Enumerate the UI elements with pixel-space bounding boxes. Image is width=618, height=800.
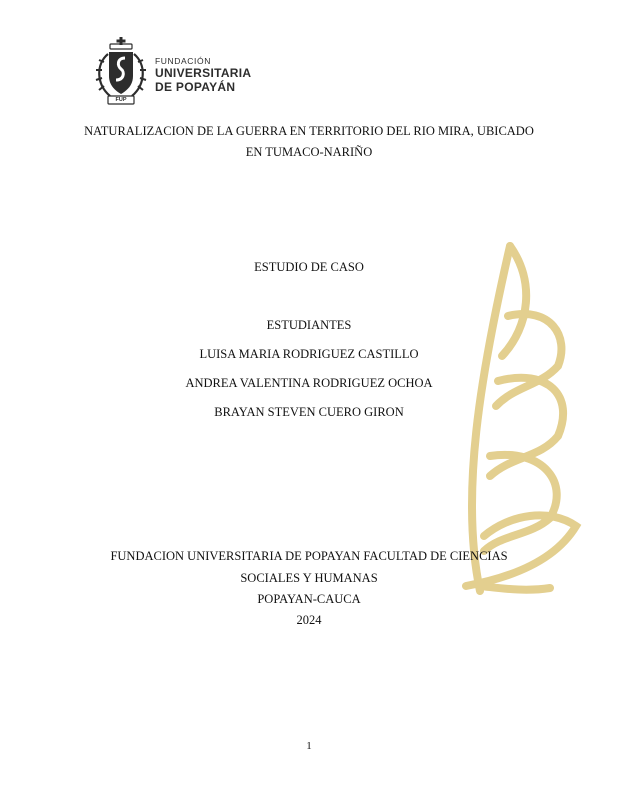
student-name: ANDREA VALENTINA RODRIGUEZ OCHOA (185, 376, 433, 390)
logo-line-fundacion: FUNDACIÓN (155, 56, 211, 66)
student-name: LUISA MARIA RODRIGUEZ CASTILLO (199, 347, 419, 361)
university-logo (90, 36, 250, 106)
document-type: ESTUDIO DE CASO (254, 260, 364, 274)
institution-city: POPAYAN-CAUCA (257, 592, 361, 606)
logo-wordmark (155, 56, 251, 94)
institution-line-1: FUNDACION UNIVERSITARIA DE POPAYAN FACULTAD DE CIENCIAS (110, 549, 508, 563)
logo-line-universitaria: UNIVERSITARIA (155, 66, 252, 80)
page-number: 1 (306, 740, 312, 752)
institution-line-2: SOCIALES Y HUMANAS (240, 571, 378, 585)
logo-line-popayan: DE POPAYÁN (155, 80, 236, 94)
logo-badge: FUP (115, 97, 127, 103)
document-title-line-2: EN TUMACO-NARIÑO (245, 145, 373, 159)
institution-year: 2024 (296, 613, 322, 627)
students-heading: ESTUDIANTES (266, 318, 352, 332)
document-title-line-1: NATURALIZACION DE LA GUERRA EN TERRITORIO DEL RIO MIRA, UBICADO (84, 124, 534, 138)
student-name: BRAYAN STEVEN CUERO GIRON (214, 405, 404, 419)
